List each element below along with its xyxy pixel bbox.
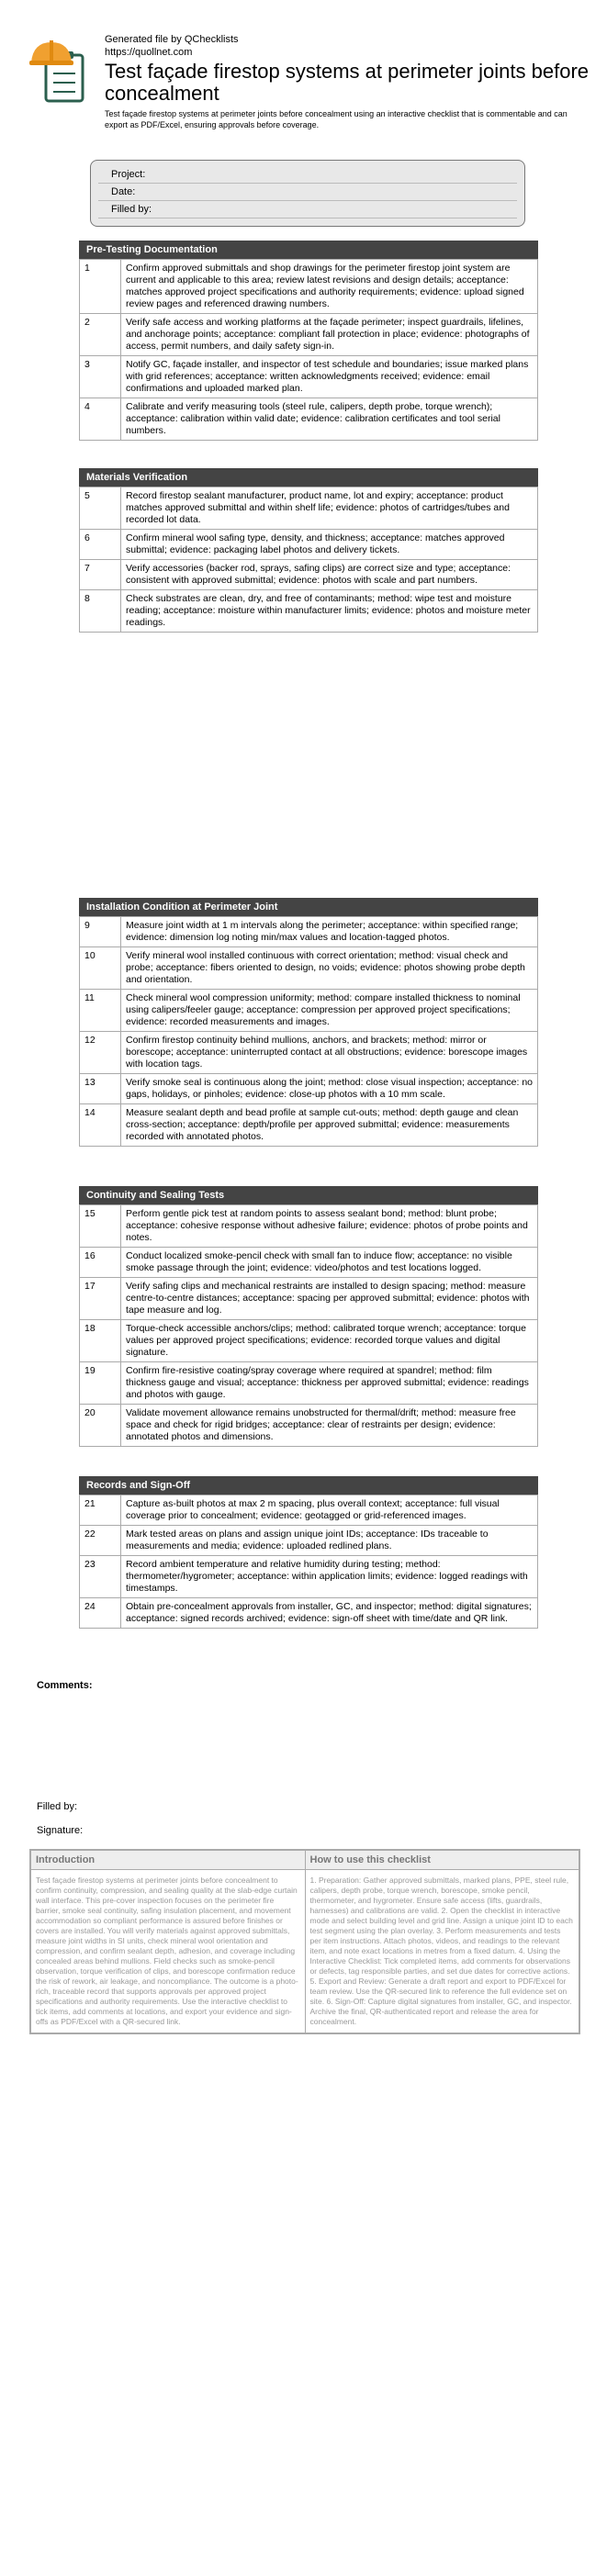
item-text: Conduct localized smoke-pencil check with small fan to induce flow; acceptance: no visible smoke passage through the joint; evidence: video/photos and test locations logged. xyxy=(121,1248,538,1278)
checklist-item-row[interactable] xyxy=(80,590,538,633)
checklist-item-row[interactable] xyxy=(80,1320,538,1362)
checklist-item-row[interactable] xyxy=(80,1495,538,1526)
item-number: 17 xyxy=(80,1278,121,1320)
item-text: Measure sealant depth and bead profile at sample cut-outs; method: depth gauge and clean cross-section; acceptance: depth/profile per approved submittal; evidence: measurements recorded with annotated photos. xyxy=(121,1104,538,1147)
checklist-helmet-logo-icon xyxy=(29,37,94,103)
date-field[interactable]: Date: xyxy=(98,184,517,201)
checklist-item-row[interactable] xyxy=(80,990,538,1032)
item-number: 9 xyxy=(80,917,121,947)
item-text: Torque-check accessible anchors/clips; method: calibrated torque wrench; acceptance: torque values per approved project specifications; evidence: recorded torque values and digital signature. xyxy=(121,1320,538,1362)
checklist-section xyxy=(79,1476,538,1629)
item-number: 4 xyxy=(80,398,121,441)
how-to-heading: How to use this checklist xyxy=(305,1851,579,1870)
item-number: 20 xyxy=(80,1405,121,1447)
checklist-section xyxy=(79,1186,538,1447)
item-number: 5 xyxy=(80,487,121,530)
item-number: 24 xyxy=(80,1598,121,1629)
item-text: Confirm mineral wool safing type, density, and thickness; acceptance: matches approved submittal; evidence: packaging label photos and delivery tickets. xyxy=(121,530,538,560)
checklist-item-row[interactable] xyxy=(80,487,538,530)
item-text: Verify safing clips and mechanical restraints are installed to design spacing; method: measure centre-to-centre distances; acceptance: spacing per approved submittal; evidence: photos with tape measure and log. xyxy=(121,1278,538,1320)
checklist-item-row[interactable] xyxy=(80,1104,538,1147)
filled-by-field[interactable]: Filled by: xyxy=(98,201,517,218)
checklist-table xyxy=(79,916,538,1147)
checklist-table xyxy=(79,1495,538,1629)
item-number: 2 xyxy=(80,314,121,356)
item-number: 11 xyxy=(80,990,121,1032)
item-number: 6 xyxy=(80,530,121,560)
checklist-item-row[interactable] xyxy=(80,1032,538,1074)
header-text xyxy=(105,33,601,130)
item-text: Notify GC, façade installer, and inspector of test schedule and boundaries; issue marked plans with grid references; acceptance: written acknowledgments received; evidence: email confirmations and uploaded marked plan. xyxy=(121,356,538,398)
checklist-section xyxy=(79,241,538,441)
section-heading: Materials Verification xyxy=(79,468,538,487)
item-text: Calibrate and verify measuring tools (steel rule, calipers, depth probe, torque wrench); acceptance: calibration within valid date; evidence: calibration certificates and tool serial numbers. xyxy=(121,398,538,441)
item-number: 14 xyxy=(80,1104,121,1147)
item-number: 13 xyxy=(80,1074,121,1104)
checklist-table xyxy=(79,487,538,633)
item-number: 23 xyxy=(80,1556,121,1598)
item-number: 15 xyxy=(80,1205,121,1248)
how-to-text: 1. Preparation: Gather approved submittals, marked plans, PPE, steel rule, calipers, depth probe, torque wrench, borescope, smoke pencil, thermometer, and hygrometer. Ensure safe access (lifts, guardrails, harnesses) and calibrations are valid. 2. Open the checklist in interactive mode and select building level and grid line. Assign a unique joint ID to each test segment using the plan overlay. 3. Perform measurements and tests per item instructions. Attach photos, videos, and readings to the relevant item, and note exact locations in metres from a fixed datum. 4. Using the Interactive Checklist: Tick completed items, add comments for observations or defects, tag responsible parties, and set due dates for corrective actions. 5. Export and Review: Generate a draft report and export to PDF/Excel for team review. Use the QR-secured link to reference the full evidence set on site. 6. Sign-Off: Capture digital signatures from installer, GC, and inspector. Archive the final, QR-authenticated report and release the area for concealment. xyxy=(305,1870,579,2033)
section-heading: Installation Condition at Perimeter Joint xyxy=(79,898,538,916)
checklist-item-row[interactable] xyxy=(80,1405,538,1447)
item-text: Verify accessories (backer rod, sprays, safing clips) are correct size and type; acceptance: consistent with approved submittal; evidence: photos with scale and part numbers. xyxy=(121,560,538,590)
section-heading: Records and Sign-Off xyxy=(79,1476,538,1495)
checklist-item-row[interactable] xyxy=(80,1362,538,1405)
item-number: 12 xyxy=(80,1032,121,1074)
item-text: Capture as-built photos at max 2 m spacing, plus overall context; acceptance: full visual coverage prior to concealment; evidence: geotagged or grid-referenced images. xyxy=(121,1495,538,1526)
comments-label: Comments: xyxy=(37,1680,93,1691)
generated-by: Generated file by QChecklists xyxy=(105,34,239,45)
item-text: Verify mineral wool installed continuous with correct orientation; method: visual check and probe; acceptance: fibers oriented to design, no voids; evidence: photos showing probe depth and orientation. xyxy=(121,947,538,990)
item-text: Check substrates are clean, dry, and free of contaminants; method: wipe test and moisture reading; acceptance: moisture within manufacturer limits; evidence: photos and moisture meter readings. xyxy=(121,590,538,633)
introduction-text: Test façade firestop systems at perimeter joints before concealment to confirm continuity, compression, and sealing quality at the slab-edge curtain wall interface. This pre-cover inspection focuses on the perimeter fire barrier, smoke seal continuity, safing insulation placement, and movement accommodation so compliant performance is assured before finishes or covers are installed. You will verify materials against approved submittals, measure joint widths in SI units, check mineral wool orientation and compression, and confirm sealant depth, adhesion, and coverage including concealed areas behind mullions. Field checks such as smoke-pencil observation, torque verification of clips, and borescope confirmation reduce the risk of rework, air leakage, and noncompliance. The outcome is a photo-rich, traceable record that supports approvals per approved project specifications and authority requirements. Use the interactive checklist to tick items, add comments at locations, and export your evidence and sign-offs as PDF/Excel with a QR-secured link. xyxy=(31,1870,306,2033)
item-text: Record firestop sealant manufacturer, product name, lot and expiry; acceptance: product matches approved submittal and within shelf life; evidence: photos of cartridges/tubes and recorded lot data. xyxy=(121,487,538,530)
signature-label: Signature: xyxy=(37,1825,84,1836)
checklist-item-row[interactable] xyxy=(80,917,538,947)
checklist-table xyxy=(79,259,538,441)
item-number: 19 xyxy=(80,1362,121,1405)
item-number: 1 xyxy=(80,260,121,314)
item-text: Verify smoke seal is continuous along the joint; method: close visual inspection; acceptance: no gaps, holidays, or pinholes; evidence: close-up photos with a 10 mm scale. xyxy=(121,1074,538,1104)
checklist-item-row[interactable] xyxy=(80,398,538,441)
source-url[interactable]: https://quollnet.com xyxy=(105,47,193,58)
checklist-item-row[interactable] xyxy=(80,260,538,314)
checklist-item-row[interactable] xyxy=(80,1205,538,1248)
item-text: Confirm fire-resistive coating/spray coverage where required at spandrel; method: film thickness gauge and visual; acceptance: thickness per approved submittal; evidence: readings and photos with gauge. xyxy=(121,1362,538,1405)
item-number: 8 xyxy=(80,590,121,633)
page-intro: Test façade firestop systems at perimeter joints before concealment using an interactive checklist that is commentable and can export as PDF/Excel, ensuring approvals before coverage. xyxy=(105,109,568,129)
item-text: Verify safe access and working platforms at the façade perimeter; inspect guardrails, lifelines, and anchorage points; acceptance: compliant fall protection in place; evidence: photographs of access, permit numbers, and daily safety sign-in. xyxy=(121,314,538,356)
checklist-item-row[interactable] xyxy=(80,356,538,398)
item-text: Confirm firestop continuity behind mullions, anchors, and brackets; method: mirror or borescope; acceptance: uninterrupted contact at all obstructions; evidence: borescope images with location tags. xyxy=(121,1032,538,1074)
checklist-section xyxy=(79,898,538,1147)
introduction-heading: Introduction xyxy=(31,1851,306,1870)
checklist-item-row[interactable] xyxy=(80,1598,538,1629)
checklist-item-row[interactable] xyxy=(80,560,538,590)
project-field[interactable]: Project: xyxy=(98,166,517,184)
section-heading: Pre-Testing Documentation xyxy=(79,241,538,259)
item-number: 18 xyxy=(80,1320,121,1362)
checklist-item-row[interactable] xyxy=(80,1278,538,1320)
page-title: Test façade firestop systems at perimeter joints before concealment xyxy=(105,60,590,105)
checklist-item-row[interactable] xyxy=(80,1074,538,1104)
item-number: 10 xyxy=(80,947,121,990)
item-text: Confirm approved submittals and shop drawings for the perimeter firestop joint system are current and applicable to this area; review latest revisions and design details; acceptance: matches approved project specifications and authority requirements; evidence: upload signed review pages and referenced drawing numbers. xyxy=(121,260,538,314)
item-text: Perform gentle pick test at random points to assess sealant bond; method: blunt probe; acceptance: cohesive response without adhesive failure; evidence: photos of probe points and notes. xyxy=(121,1205,538,1248)
item-text: Record ambient temperature and relative humidity during testing; method: thermometer/hygrometer; acceptance: within application limits; evidence: logged readings with timestamps. xyxy=(121,1556,538,1598)
item-number: 21 xyxy=(80,1495,121,1526)
item-text: Obtain pre-concealment approvals from installer, GC, and inspector; method: digital signatures; acceptance: signed records archived; evidence: sign-off sheet with time/date and QR link. xyxy=(121,1598,538,1629)
item-number: 22 xyxy=(80,1526,121,1556)
item-text: Check mineral wool compression uniformity; method: compare installed thickness to nominal using calipers/feeler gauge; acceptance: compression per approved project specifications; evidence: recorded measurements and images. xyxy=(121,990,538,1032)
checklist-table xyxy=(79,1204,538,1447)
item-number: 3 xyxy=(80,356,121,398)
item-number: 7 xyxy=(80,560,121,590)
checklist-item-row[interactable] xyxy=(80,530,538,560)
info-panel xyxy=(29,1849,580,2034)
checklist-item-row[interactable] xyxy=(80,314,538,356)
checklist-item-row[interactable] xyxy=(80,1556,538,1598)
checklist-item-row[interactable] xyxy=(80,1248,538,1278)
project-info-box xyxy=(90,160,525,227)
checklist-item-row[interactable] xyxy=(80,1526,538,1556)
item-text: Validate movement allowance remains unobstructed for thermal/drift; method: measure free space and check for rigid bridges; acceptance: clear of restraints per design; evidence: annotated photos and dimensions. xyxy=(121,1405,538,1447)
item-number: 16 xyxy=(80,1248,121,1278)
filled-by-label: Filled by: xyxy=(37,1801,78,1812)
checklist-section xyxy=(79,468,538,633)
checklist-item-row[interactable] xyxy=(80,947,538,990)
item-text: Measure joint width at 1 m intervals along the perimeter; acceptance: within specified range; evidence: dimension log noting min/max values and location-tagged photos. xyxy=(121,917,538,947)
section-heading: Continuity and Sealing Tests xyxy=(79,1186,538,1204)
item-text: Mark tested areas on plans and assign unique joint IDs; acceptance: IDs traceable to measurements and media; evidence: uploaded redlined plans. xyxy=(121,1526,538,1556)
